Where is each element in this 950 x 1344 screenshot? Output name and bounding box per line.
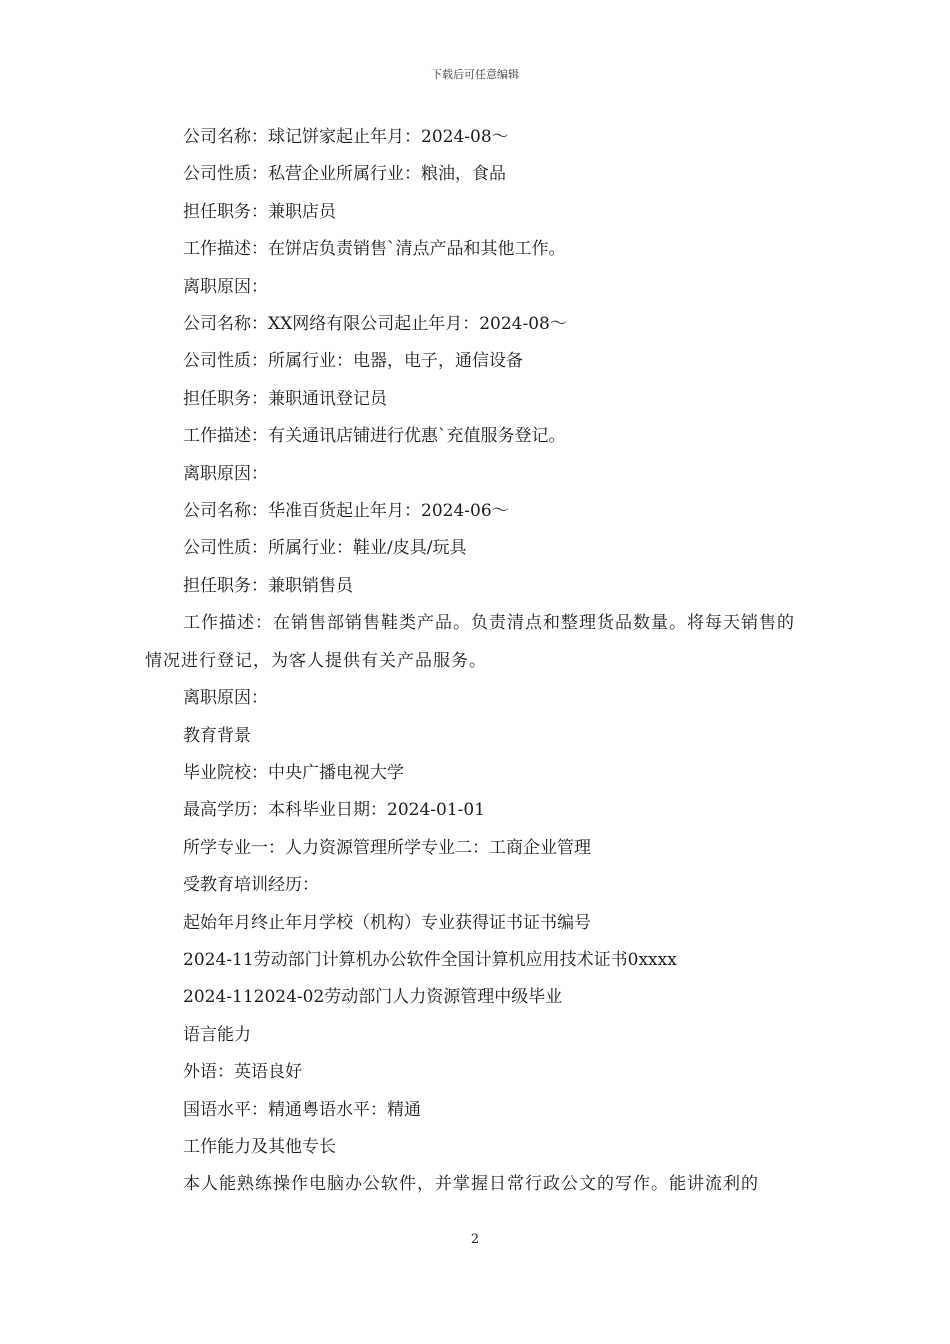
text-line: 离职原因： (183, 463, 268, 484)
text-line: 工作描述：在饼店负责销售`清点产品和其他工作。 (183, 239, 566, 260)
text-line: 工作描述：有关通讯店铺进行优惠`充值服务登记。 (183, 426, 566, 447)
section-heading: 语言能力 (183, 1024, 251, 1045)
text-paragraph: 本人能熟练操作电脑办公软件，并掌握日常行政公文的写作。能讲流利的 (183, 1174, 759, 1195)
page-header: 下载后可任意编辑 (431, 68, 519, 81)
text-line: 受教育培训经历： (183, 875, 319, 896)
text-line: 担任职务：兼职销售员 (183, 575, 353, 596)
text-line: 国语水平：精通粤语水平：精通 (183, 1099, 421, 1120)
text-line: 外语：英语良好 (183, 1062, 302, 1083)
text-line: 担任职务：兼职店员 (183, 201, 336, 222)
text-line: 公司名称：球记饼家起止年月：2024-08～ (183, 127, 509, 147)
document-body (145, 119, 810, 1204)
text-line: 起始年月终止年月学校（机构）专业获得证书证书编号 (183, 912, 591, 933)
text-paragraph: 工作描述：在销售部销售鞋类产品。负责清点和整理货品数量。将每天销售的情况进行登记，为客人提供有关产品服务。 (145, 613, 795, 671)
section-heading: 教育背景 (183, 725, 251, 746)
text-line: 离职原因： (183, 688, 268, 709)
section-heading: 工作能力及其他专长 (183, 1136, 336, 1157)
text-line: 所学专业一：人力资源管理所学专业二：工商企业管理 (183, 837, 591, 858)
text-line: 离职原因： (183, 276, 268, 297)
text-line: 公司性质：所属行业：鞋业/皮具/玩具 (183, 538, 467, 559)
text-line: 公司性质：所属行业：电器，电子，通信设备 (183, 351, 523, 372)
text-line: 2024-112024-02劳动部门人力资源管理中级毕业 (183, 987, 563, 1008)
text-line: 公司名称：华准百货起止年月：2024-06～ (183, 501, 509, 522)
text-line: 公司名称：XX网络有限公司起止年月：2024-08～ (183, 314, 567, 335)
text-line: 公司性质：私营企业所属行业：粮油，食品 (183, 164, 506, 185)
page-number: 2 (470, 1232, 480, 1247)
text-line: 2024-11劳动部门计算机办公软件全国计算机应用技术证书0xxxx (183, 949, 677, 970)
text-line: 担任职务：兼职通讯登记员 (183, 388, 387, 409)
text-line: 最高学历：本科毕业日期：2024-01-01 (183, 800, 486, 821)
text-line: 毕业院校：中央广播电视大学 (183, 762, 404, 783)
